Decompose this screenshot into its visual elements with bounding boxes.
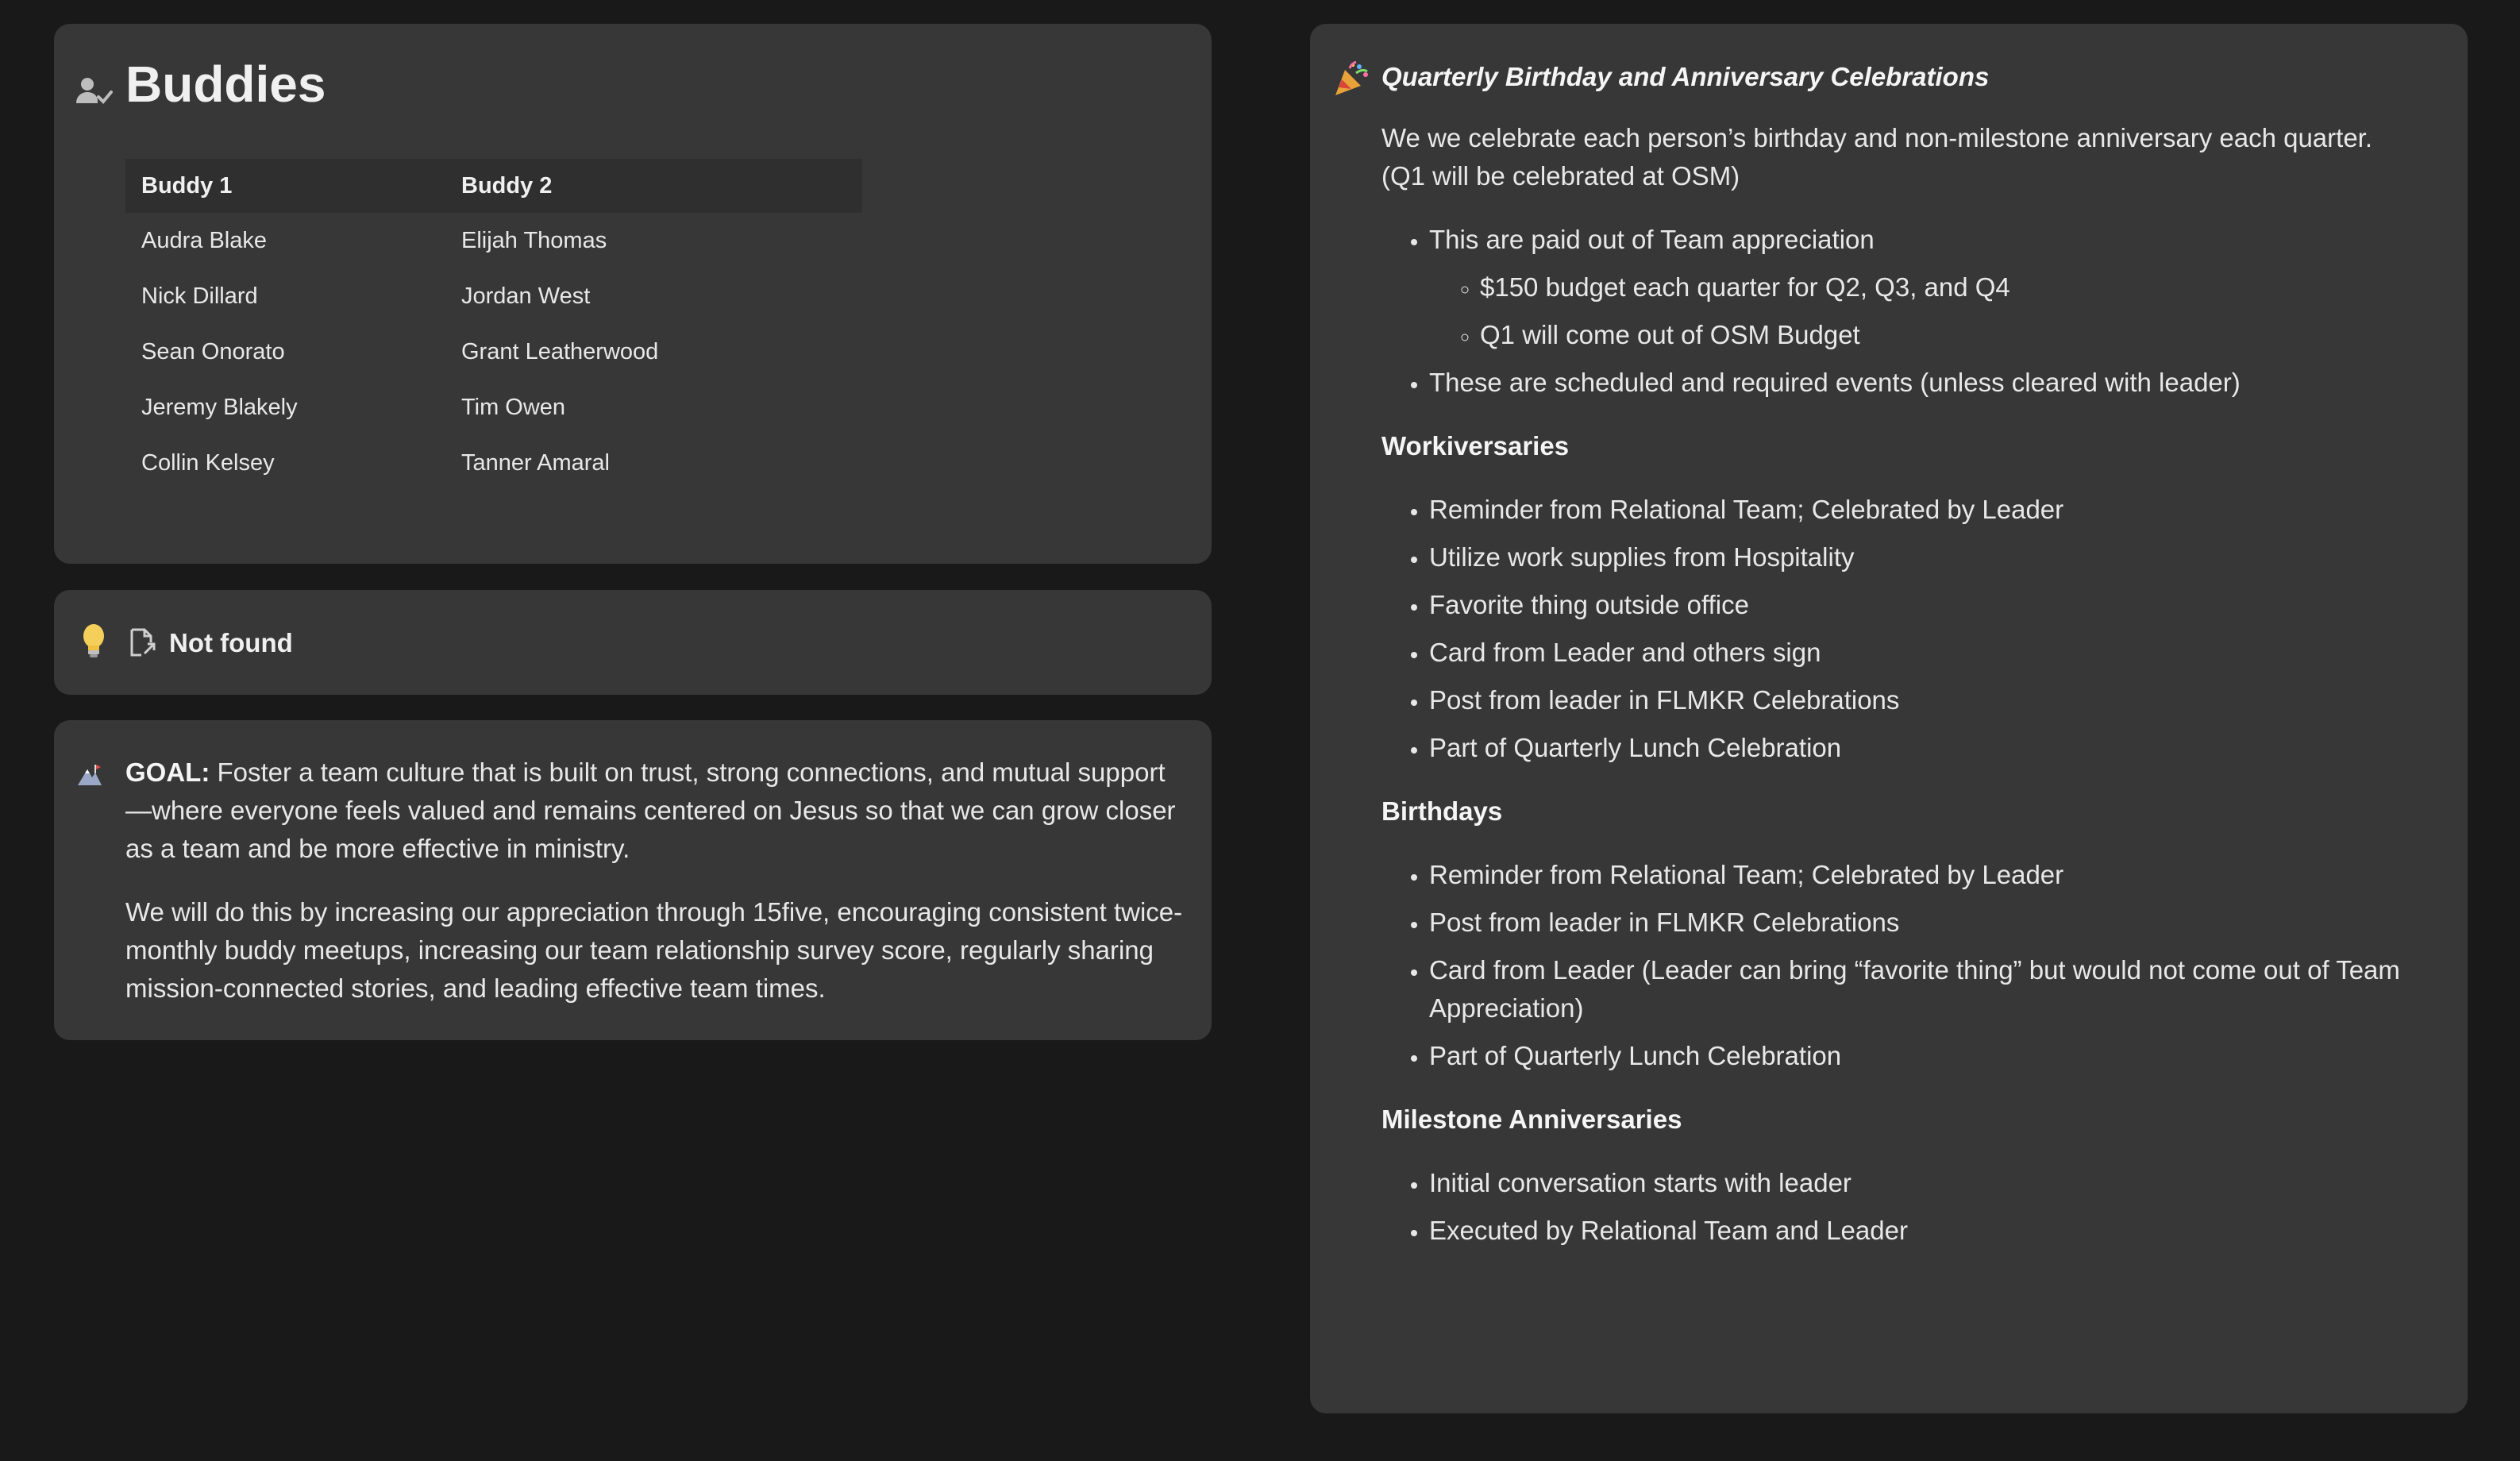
not-found-link[interactable]: Not found bbox=[169, 628, 293, 657]
page-link-icon[interactable] bbox=[127, 626, 159, 658]
table-header-row bbox=[125, 159, 862, 213]
buddy-table bbox=[125, 159, 862, 491]
section-heading-workiversaries: Workiversaries bbox=[1381, 431, 1570, 461]
list-item: ◦ Q1 will come out of OSM Budget bbox=[1480, 316, 2414, 354]
goal-label: GOAL: bbox=[125, 757, 210, 787]
table-cell[interactable]: Tim Owen bbox=[461, 394, 566, 420]
table-cell[interactable]: Grant Leatherwood bbox=[461, 338, 659, 364]
table-cell[interactable]: Jordan West bbox=[461, 283, 591, 309]
column-header-buddy-2[interactable]: Buddy 2 bbox=[445, 159, 862, 213]
list-item: • Utilize work supplies from Hospitality bbox=[1429, 538, 2414, 576]
table-cell[interactable]: Jeremy Blakely bbox=[141, 394, 298, 420]
celebrations-intro: We we celebrate each person’s birthday and non-milestone anniversary each quarter. (Q1 will be celebrated at OSM) bbox=[1381, 123, 2373, 191]
table-cell[interactable]: Tanner Amaral bbox=[461, 449, 610, 476]
celebrations-top-list bbox=[1381, 221, 2414, 402]
table-cell[interactable]: Nick Dillard bbox=[141, 283, 258, 309]
page-title: Buddies bbox=[125, 56, 326, 113]
goal-callout bbox=[54, 720, 1212, 1040]
milestone-anniversaries-list bbox=[1381, 1164, 2414, 1250]
celebrations-card bbox=[1310, 24, 2468, 1413]
not-found-callout bbox=[54, 590, 1212, 695]
goal-description: Foster a team culture that is built on trust, strong connections, and mutual support—where everyone feels valued and remains centered on Jesus so that we can grow closer as a team and be more effective in ministry. bbox=[125, 757, 1176, 863]
list-item: • Post from leader in FLMKR Celebrations bbox=[1429, 681, 2414, 719]
sub-list bbox=[1429, 268, 2414, 354]
table-row bbox=[125, 268, 862, 324]
list-item: • Reminder from Relational Team; Celebrated by Leader bbox=[1429, 491, 2414, 529]
goal-plan-paragraph: We will do this by increasing our appreciation through 15five, encouraging consistent twice-monthly buddy meetups, increasing our team relationship survey score, regularly sharing mission-connected stories, and leading effective team times. bbox=[125, 897, 1183, 1003]
column-header-buddy-1[interactable]: Buddy 1 bbox=[125, 159, 445, 213]
list-item: • Reminder from Relational Team; Celebrated by Leader bbox=[1429, 856, 2414, 894]
list-item: • Executed by Relational Team and Leader bbox=[1429, 1212, 2414, 1250]
table-row bbox=[125, 435, 862, 491]
birthdays-list bbox=[1381, 856, 2414, 1075]
section-heading-milestone-anniversaries: Milestone Anniversaries bbox=[1381, 1104, 1682, 1134]
list-item: • Initial conversation starts with leader bbox=[1429, 1164, 2414, 1202]
table-row bbox=[125, 213, 862, 268]
list-item: • These are scheduled and required events (unless cleared with leader) bbox=[1429, 364, 2414, 402]
mountain-flag-icon bbox=[76, 761, 103, 788]
celebrations-title: Quarterly Birthday and Anniversary Celebrations bbox=[1381, 62, 1990, 91]
list-item: • This are paid out of Team appreciation ◦ $150 budget each quarter for Q2, Q3, and Q4 ◦ Q1 will come out of OSM Budget bbox=[1429, 221, 2414, 354]
goal-paragraph bbox=[125, 754, 1189, 868]
people-check-icon bbox=[75, 73, 113, 111]
table-cell[interactable]: Sean Onorato bbox=[141, 338, 285, 364]
table-cell[interactable]: Collin Kelsey bbox=[141, 449, 275, 476]
table-cell[interactable]: Elijah Thomas bbox=[461, 227, 607, 253]
list-item: • Card from Leader and others sign bbox=[1429, 634, 2414, 672]
workiversaries-list bbox=[1381, 491, 2414, 767]
list-item: • Part of Quarterly Lunch Celebration bbox=[1429, 729, 2414, 767]
list-item: • Part of Quarterly Lunch Celebration bbox=[1429, 1037, 2414, 1075]
lightbulb-icon bbox=[78, 622, 110, 660]
party-popper-icon bbox=[1332, 60, 1370, 98]
table-cell[interactable]: Audra Blake bbox=[141, 227, 267, 253]
section-heading-birthdays: Birthdays bbox=[1381, 796, 1503, 826]
list-item: • Post from leader in FLMKR Celebrations bbox=[1429, 904, 2414, 942]
table-row bbox=[125, 380, 862, 435]
table-row bbox=[125, 324, 862, 380]
celebrations-body bbox=[1381, 119, 2414, 1275]
goal-text bbox=[125, 754, 1189, 1033]
list-item: • Favorite thing outside office bbox=[1429, 586, 2414, 624]
list-item: ◦ $150 budget each quarter for Q2, Q3, and Q4 bbox=[1480, 268, 2414, 306]
buddies-card bbox=[54, 24, 1212, 564]
list-item: • Card from Leader (Leader can bring “favorite thing” but would not come out of Team Appreciation) bbox=[1429, 951, 2414, 1027]
